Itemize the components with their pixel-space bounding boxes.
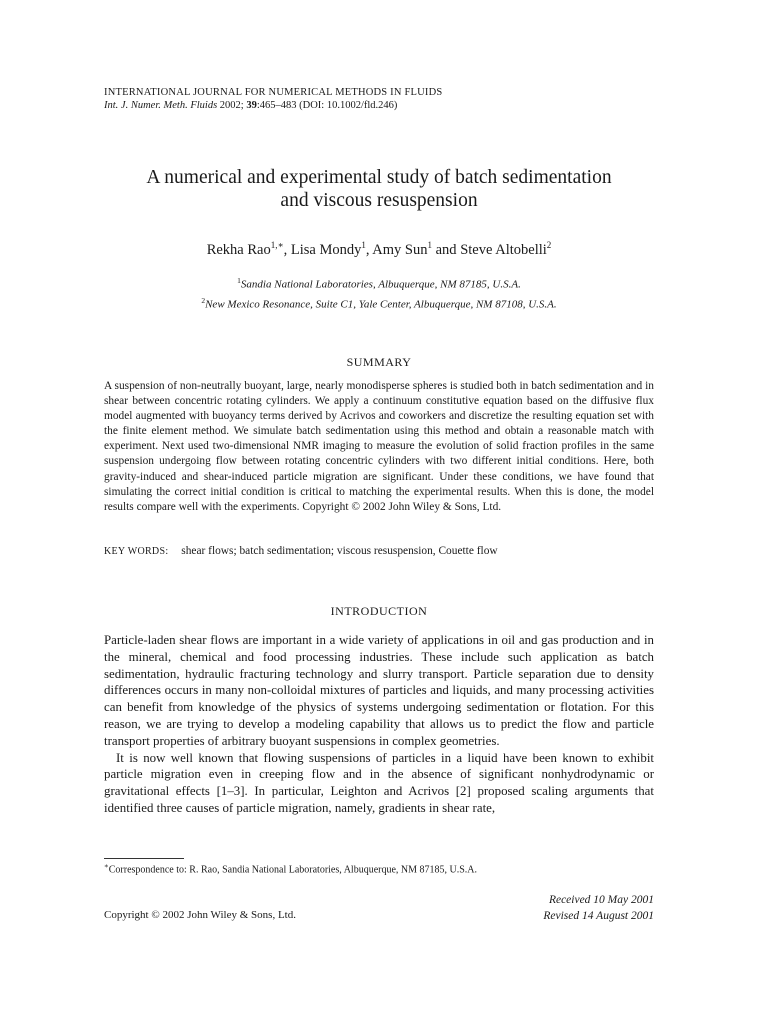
affiliation-item <box>104 273 654 293</box>
author-separator: and <box>432 241 461 258</box>
paper-title <box>104 166 654 212</box>
citation-pages-doi: :465–483 (DOI: 10.1002/fld.246) <box>256 100 398 111</box>
introduction-heading: INTRODUCTION <box>330 604 428 618</box>
author-name: Rekha Rao <box>206 241 271 258</box>
author-affil-marker: 1,∗ <box>270 240 284 250</box>
revised-date: Revised 14 August 2001 <box>543 909 654 922</box>
affiliation-text: Sandia National Laboratories, Albuquerque, NM 87185, U.S.A. <box>240 278 521 291</box>
footnote-marker: ∗ <box>104 862 109 870</box>
introduction-body <box>104 632 654 817</box>
author-affil-marker: 1 <box>427 240 432 250</box>
affiliation-text: New Mexico Resonance, Suite C1, Yale Center, Albuquerque, NM 87108, U.S.A. <box>205 298 557 311</box>
received-date: Received 10 May 2001 <box>548 894 654 906</box>
journal-citation <box>104 99 442 112</box>
keywords <box>104 545 654 557</box>
affiliation-marker: 1 <box>237 276 241 285</box>
journal-name: INTERNATIONAL JOURNAL FOR NUMERICAL METHODS IN FLUIDS <box>104 87 443 98</box>
citation-volume: 39 <box>246 100 257 111</box>
journal-header <box>104 86 442 112</box>
footnote <box>104 862 477 875</box>
title-line-1: A numerical and experimental study of batch sedimentation <box>146 167 612 188</box>
author-separator: , <box>365 241 373 258</box>
summary-heading: SUMMARY <box>346 355 412 369</box>
affiliation-marker: 2 <box>201 295 206 305</box>
keywords-label: KEY WORDS: <box>104 546 169 557</box>
author-list <box>104 240 654 259</box>
summary-text: A suspension of non-neutrally buoyant, large, nearly monodisperse spheres is studied both in batch sedimentation and in shear between concentric rotating cylinders. We apply a continuum constitutive equation based on the diffusive flux model augmented with buoyancy terms derived by Acrivos and coworkers and discretize the resulting equation set with the finite element method. We simulate batch sedimentation using this method and obtain a reasonable match with experiment. Next used two-dimensional NMR imaging to measure the evolution of solid fraction profiles in the same suspension undergoing flow between rotating concentric cylinders with two different initial conditions. Here, both gravity-induced and shear-induced particle migration are significant. Under these conditions, we have found that simulating the correct initial condition is critical to matching the experimental results. When this is done, the model results compare well with the experiments. Copyright © 2002 John Wiley & Sons, Ltd. <box>104 380 654 513</box>
citation-year: 2002; <box>219 100 244 111</box>
footnote-text: Correspondence to: R. Rao, Sandia National Laboratories, Albuquerque, NM 87185, U.S.A. <box>108 864 478 876</box>
citation-abbrev: Int. J. Numer. Meth. Fluids <box>104 100 218 111</box>
title-line-2: and viscous resuspension <box>280 190 478 211</box>
author-name: Steve Altobelli <box>460 241 547 258</box>
paragraph: It is now well known that flowing suspensions of particles in a liquid have been known to exhibit particle migration even in creeping flow and in the absence of significant nonhydrodynamic or gravitational effects [1–3]. In particular, Leighton and Acrivos [2] proposed scaling arguments that identified three causes of particle migration, namely, gradients in shear rate, <box>104 750 654 815</box>
author-affil-marker: 1 <box>361 240 366 250</box>
author-name: Amy Sun <box>372 241 428 258</box>
paragraph: Particle-laden shear flows are important in a wide variety of applications in oil and gas production and in the mineral, chemical and food processing industries. These include such application as batch sedimentation, hydraulic fracturing technology and slurry transport. Particle separation due to density differences occurs in many non-colloidal mixtures of particles and liquids, and many processing activities can benefit from knowledge of the physics of systems undergoing sedimentation or flotation. For this reason, we are trying to develop a modeling capability that allows us to predict the flow and particle transport properties of arbitrary buoyant suspensions in complex geometries. <box>104 633 654 748</box>
author-separator: , <box>283 241 291 258</box>
author-affil-marker: 2 <box>546 240 552 250</box>
copyright-notice: Copyright © 2002 John Wiley & Sons, Ltd. <box>104 909 296 921</box>
received-dates <box>543 893 654 924</box>
keywords-text: shear flows; batch sedimentation; viscous resuspension, Couette flow <box>181 545 498 557</box>
footnote-divider <box>104 858 184 859</box>
author-name: Lisa Mondy <box>290 241 362 258</box>
affiliation-item <box>104 293 654 313</box>
affiliations <box>104 273 654 312</box>
